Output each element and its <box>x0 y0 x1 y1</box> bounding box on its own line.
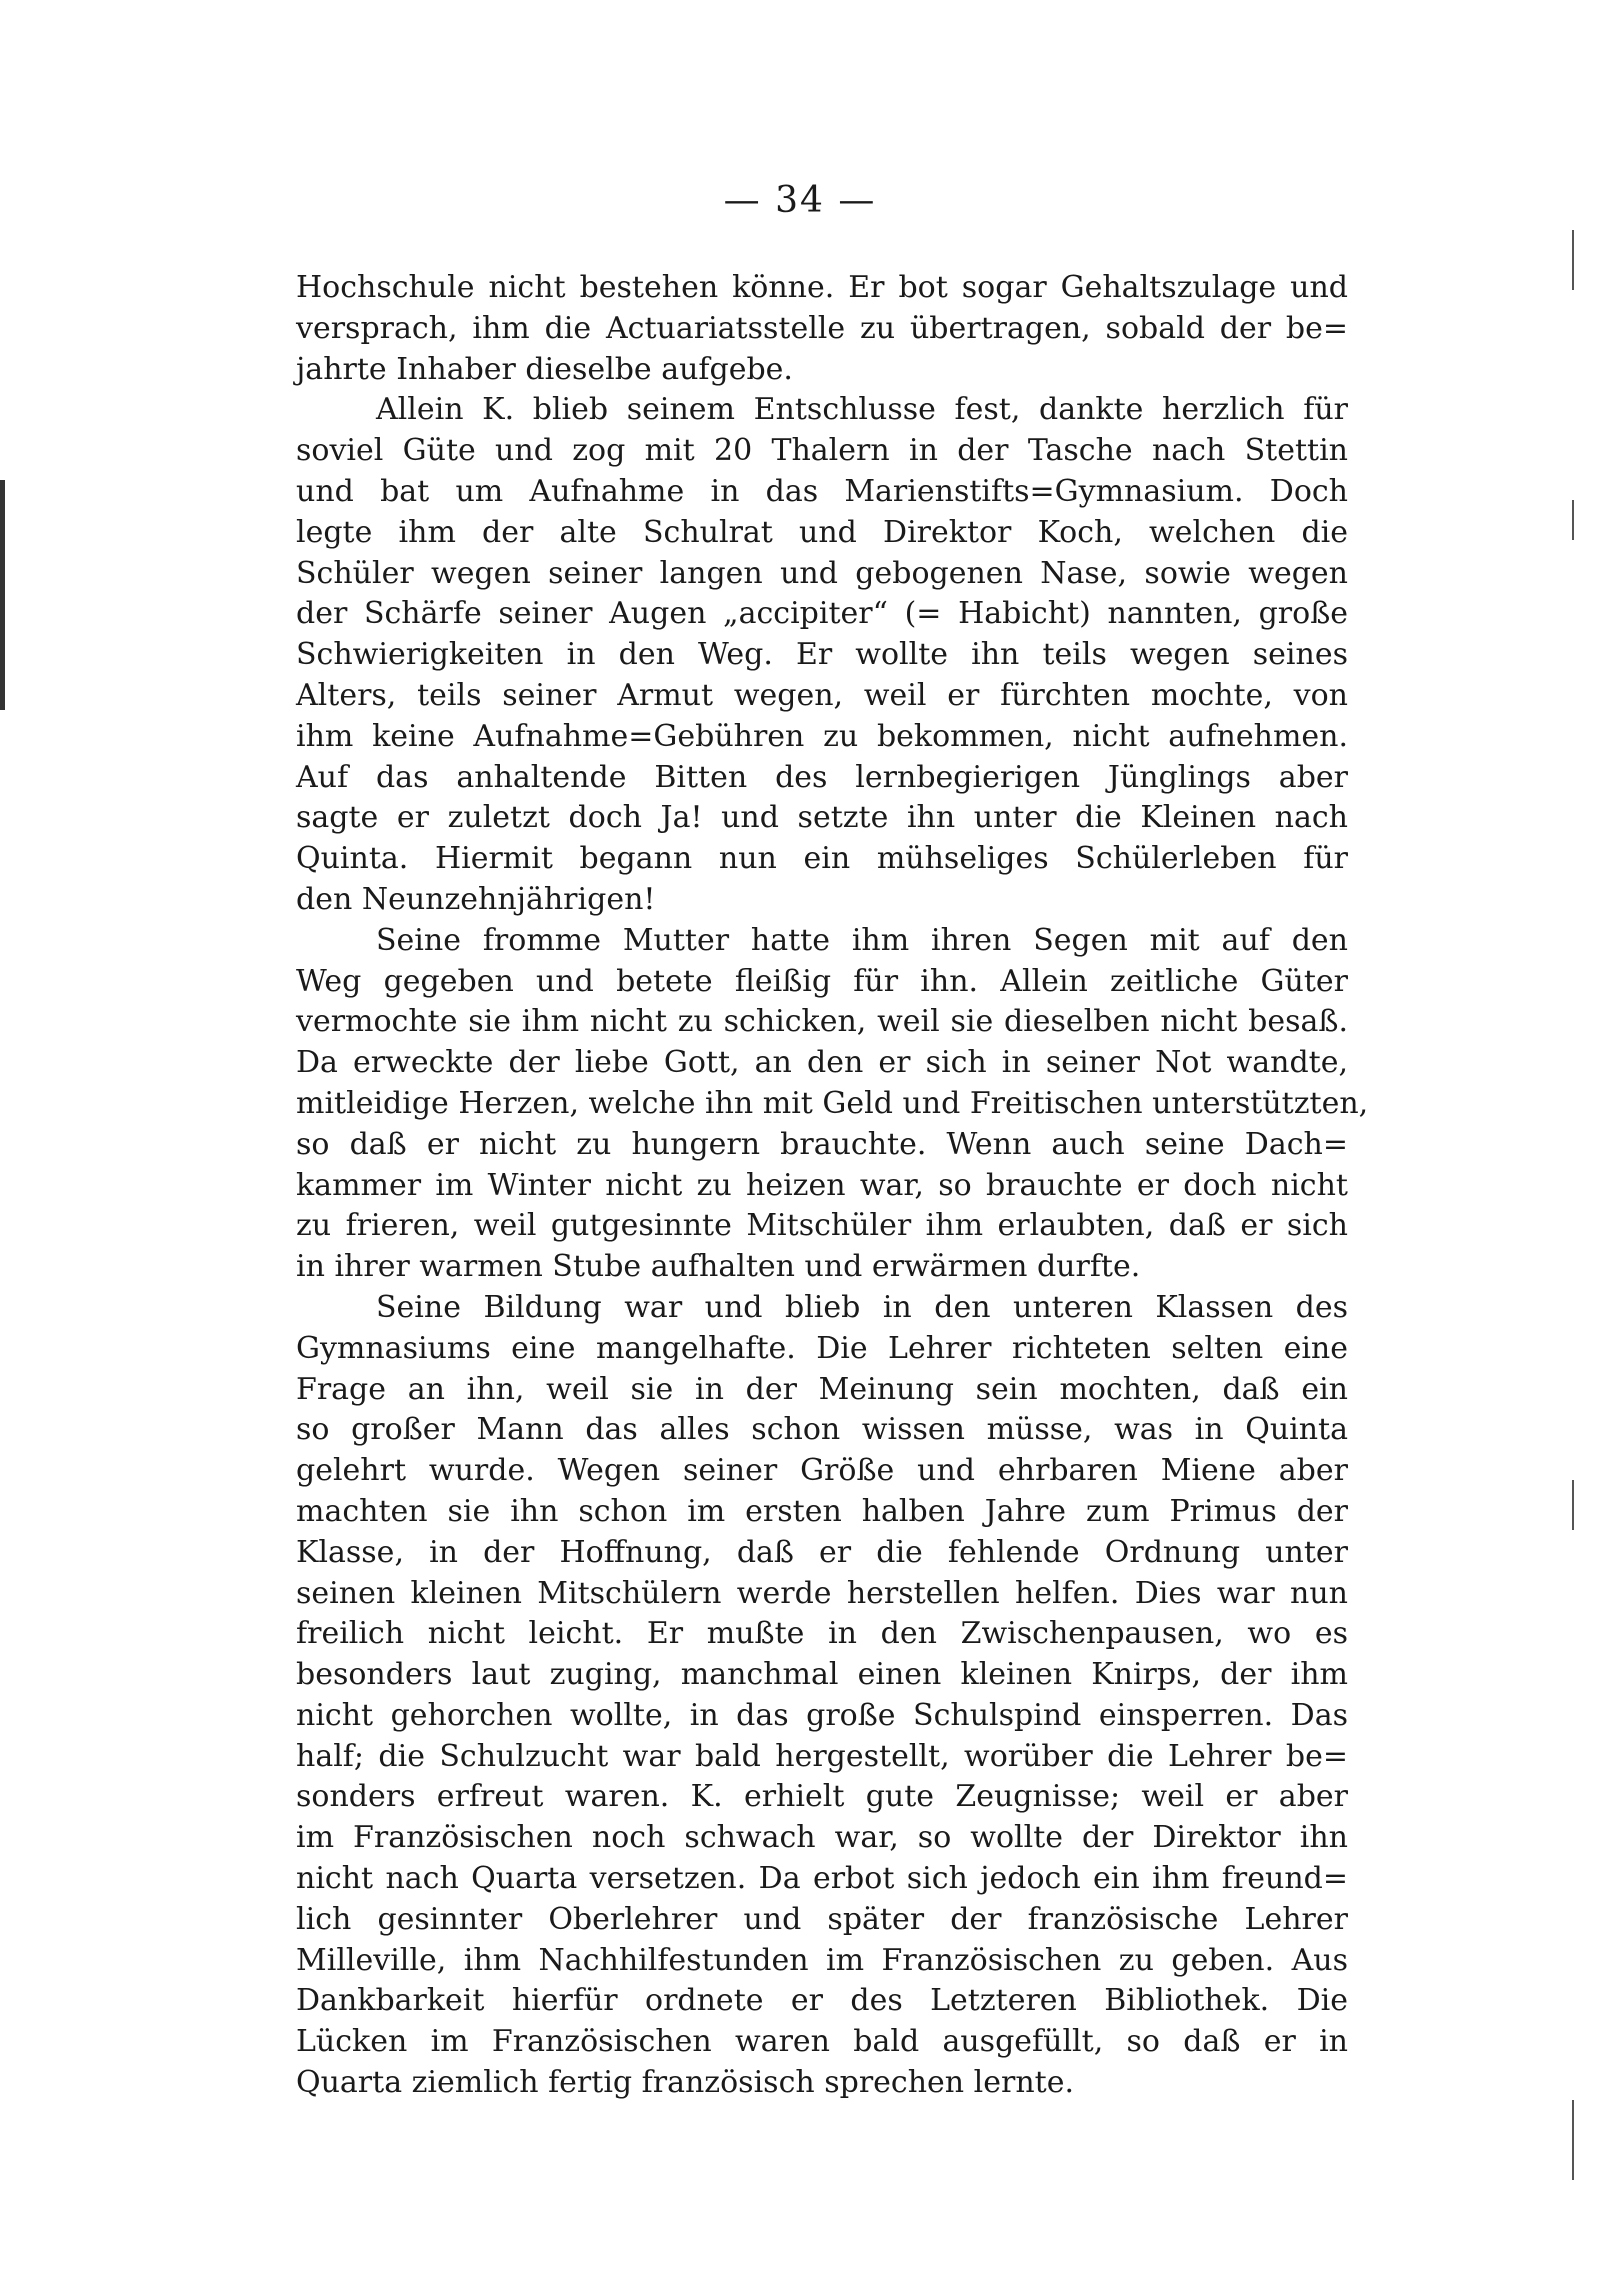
text-line: half; die Schulzucht war bald hergestellt, worüber die Lehrer be= <box>296 1738 1348 1774</box>
text-line: Dankbarkeit hierfür ordnete er des Letzteren Bibliothek. Die <box>296 1983 1348 2019</box>
text-line: Schwierigkeiten in den Weg. Er wollte ihn teils wegen seines <box>296 637 1348 673</box>
text-line: den Neunzehnjährigen! <box>296 881 656 917</box>
text-line: besonders laut zuging, manchmal einen kleinen Knirps, der ihm <box>296 1657 1348 1693</box>
text-line: Alters, teils seiner Armut wegen, weil er fürchten mochte, von <box>296 677 1348 713</box>
text-line: jahrte Inhaber dieselbe aufgebe. <box>296 351 793 387</box>
text-line: ihm keine Aufnahme=Gebühren zu bekommen, nicht aufnehmen. <box>296 718 1348 754</box>
scan-edge-mark <box>1572 1480 1574 1530</box>
text-line: Hochschule nicht bestehen könne. Er bot sogar Gehaltszulage und <box>296 270 1348 305</box>
text-line: mitleidige Herzen, welche ihn mit Geld und Freitischen unterstützten, <box>296 1085 1369 1121</box>
text-line: Allein K. blieb seinem Entschlusse fest, dankte herzlich für <box>376 392 1348 428</box>
text-line: sagte er zuletzt doch Ja! und setzte ihn unter die Kleinen nach <box>296 800 1348 836</box>
text-line: Klasse, in der Hoffnung, daß er die fehlende Ordnung unter <box>296 1534 1348 1570</box>
text-line: Da erweckte der liebe Gott, an den er sich in seiner Not wandte, <box>296 1045 1348 1081</box>
text-line: soviel Güte und zog mit 20 Thalern in der Tasche nach Stettin <box>296 433 1348 469</box>
text-line: der Schärfe seiner Augen „accipiter“ (= Habicht) nannten, große <box>296 596 1348 632</box>
text-line: sonders erfreut waren. K. erhielt gute Zeugnisse; weil er aber <box>296 1779 1348 1815</box>
text-line: machten sie ihn schon im ersten halben Jahre zum Primus der <box>296 1493 1348 1529</box>
text-line: Gymnasiums eine mangelhafte. Die Lehrer richteten selten eine <box>296 1330 1348 1366</box>
text-line: legte ihm der alte Schulrat und Direktor Koch, welchen die <box>296 514 1348 550</box>
text-line: lich gesinnter Oberlehrer und später der französische Lehrer <box>296 1901 1348 1937</box>
text-line: Lücken im Französischen waren bald ausgefüllt, so daß er in <box>296 2024 1348 2060</box>
body-text <box>296 268 1369 2104</box>
text-line: Schüler wegen seiner langen und gebogenen Nase, sowie wegen <box>296 555 1348 591</box>
text-line: Quinta. Hiermit begann nun ein mühseliges Schülerleben für <box>296 841 1348 877</box>
scan-edge-mark <box>1572 2100 1574 2180</box>
text-line: nicht gehorchen wollte, in das große Schulspind einsperren. Das <box>296 1697 1348 1733</box>
text-line: Seine fromme Mutter hatte ihm ihren Segen mit auf den <box>376 922 1348 958</box>
text-line: gelehrt wurde. Wegen seiner Größe und ehrbaren Miene aber <box>296 1453 1348 1489</box>
text-line: in ihrer warmen Stube aufhalten und erwärmen durfte. <box>296 1249 1141 1285</box>
text-line: Seine Bildung war und blieb in den unteren Klassen des <box>376 1289 1348 1325</box>
scan-edge-mark <box>1572 230 1574 290</box>
page-number: — 34 — <box>723 180 877 221</box>
text-line: Milleville, ihm Nachhilfestunden im Französischen zu geben. Aus <box>296 1942 1348 1978</box>
text-line: Weg gegeben und betete fleißig für ihn. Allein zeitliche Güter <box>296 963 1348 999</box>
text-line: versprach, ihm die Actuariatsstelle zu übertragen, sobald der be= <box>296 310 1348 346</box>
text-line: vermochte sie ihm nicht zu schicken, weil sie dieselben nicht besaß. <box>296 1004 1348 1040</box>
text-line: Frage an ihn, weil sie in der Meinung sein mochten, daß ein <box>296 1371 1348 1407</box>
text-line: Quarta ziemlich fertig französisch sprechen lernte. <box>296 2065 1075 2101</box>
scan-edge-mark <box>0 480 5 710</box>
text-line: und bat um Aufnahme in das Marienstifts=Gymnasium. Doch <box>296 473 1348 509</box>
text-line: kammer im Winter nicht zu heizen war, so brauchte er doch nicht <box>296 1167 1348 1203</box>
text-line: im Französischen noch schwach war, so wollte der Direktor ihn <box>296 1820 1348 1856</box>
text-line: zu frieren, weil gutgesinnte Mitschüler ihm erlaubten, daß er sich <box>296 1208 1348 1244</box>
text-line: so großer Mann das alles schon wissen müsse, was in Quinta <box>296 1412 1348 1448</box>
text-line: Auf das anhaltende Bitten des lernbegierigen Jünglings aber <box>296 759 1348 795</box>
text-line: seinen kleinen Mitschülern werde herstellen helfen. Dies war nun <box>296 1575 1348 1611</box>
text-line: so daß er nicht zu hungern brauchte. Wenn auch seine Dach= <box>296 1126 1348 1162</box>
scan-edge-mark <box>1572 500 1574 540</box>
text-line: nicht nach Quarta versetzen. Da erbot sich jedoch ein ihm freund= <box>296 1861 1348 1897</box>
text-line: freilich nicht leicht. Er mußte in den Zwischenpausen, wo es <box>296 1616 1348 1652</box>
